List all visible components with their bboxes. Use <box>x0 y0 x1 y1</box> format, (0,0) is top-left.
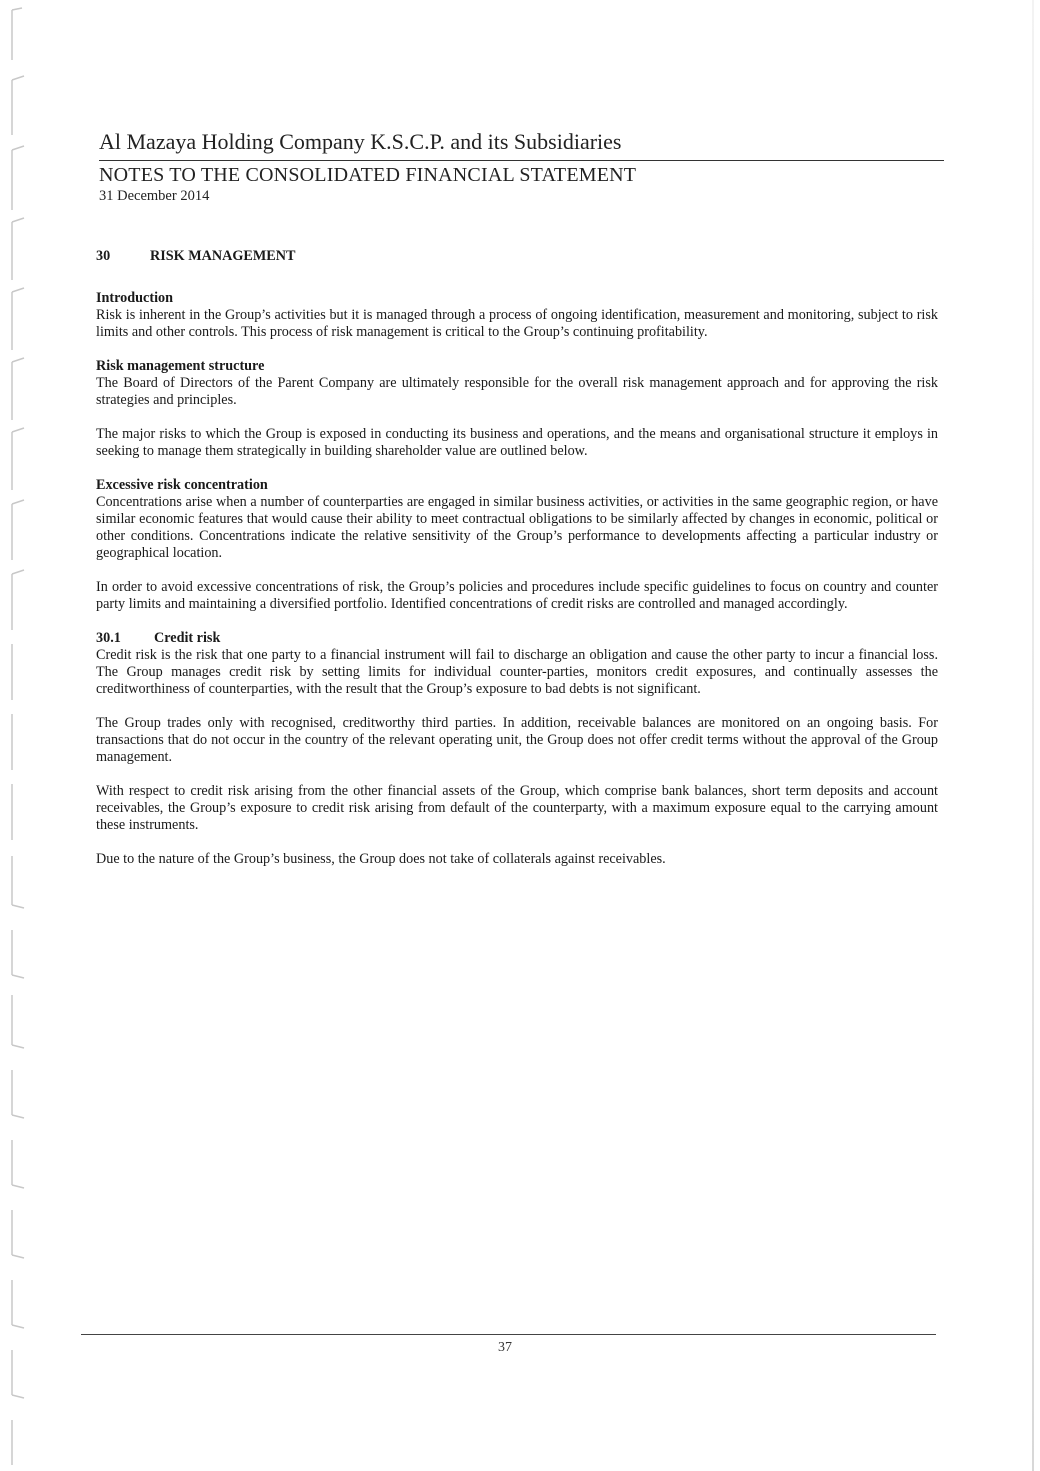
structure-paragraph-2: The major risks to which the Group is exposed in conducting its business and operations, and the means and organisational structure it employs in seeking to manage them strategically in building shareholder value are outlined below. <box>96 426 938 459</box>
binder-edge-marks <box>0 0 40 1471</box>
credit-risk-heading <box>96 630 938 647</box>
credit-paragraph-2: The Group trades only with recognised, creditworthy third parties. In addition, receivable balances are monitored on an ongoing basis. For transactions that do not occur in the country of the relevant operating unit, the Group does not offer credit terms without the approval of the Group management. <box>96 715 938 765</box>
credit-paragraph-3: With respect to credit risk arising from the other financial assets of the Group, which comprise bank balances, short term deposits and account receivables, the Group’s exposure to credit risk arising from default of the counterparty, with a maximum exposure equal to the carrying amount these instruments. <box>96 783 938 833</box>
concentration-paragraph-1: Concentrations arise when a number of counterparties are engaged in similar business activities, or activities in the same geographic region, or have similar economic features that would cause their ability to meet contractual obligations to be similarly affected by changes in economic, political or other conditions. Concentrations indicate the relative sensitivity of the Group’s performance to developments affecting a particular industry or geographical location. <box>96 494 938 561</box>
section-title: RISK MANAGEMENT <box>150 248 296 264</box>
introduction-heading: Introduction <box>96 290 173 306</box>
company-name: Al Mazaya Holding Company K.S.C.P. and its Subsidiaries <box>99 129 622 154</box>
credit-paragraph-4: Due to the nature of the Group’s business, the Group does not take of collaterals against receivables. <box>96 851 666 867</box>
structure-paragraph-1: The Board of Directors of the Parent Company are ultimately responsible for the overall risk management approach and for approving the risk strategies and principles. <box>96 375 938 408</box>
footer-rule <box>81 1334 936 1335</box>
document-header <box>99 128 944 205</box>
section-heading <box>96 248 938 265</box>
header-rule <box>99 160 944 161</box>
statement-date: 31 December 2014 <box>99 188 210 204</box>
concentration-paragraph-2: In order to avoid excessive concentrations of risk, the Group’s policies and procedures include specific guidelines to focus on country and counter party limits and maintaining a diversified portfolio. Identified concentrations of credit risks are controlled and managed accordingly. <box>96 579 938 612</box>
credit-paragraph-1: Credit risk is the risk that one party to a financial instrument will fail to discharge an obligation and cause the other party to incur a financial loss. The Group manages credit risk by setting limits for individual counter-parties, monitors credit exposures, and continually assesses the creditworthiness of counterparties, with the result that the Group’s exposure to bad debts is not significant. <box>96 647 938 697</box>
section-number: 30 <box>96 248 111 264</box>
introduction-paragraph: Risk is inherent in the Group’s activities but it is managed through a process of ongoing identification, measurement and monitoring, subject to risk limits and other controls. This process of risk management is critical to the Group’s continuing profitability. <box>96 307 938 340</box>
credit-risk-number: 30.1 <box>96 630 121 646</box>
page-number: 37 <box>498 1340 512 1355</box>
structure-heading: Risk management structure <box>96 358 265 374</box>
concentration-heading: Excessive risk concentration <box>96 477 268 493</box>
credit-risk-title: Credit risk <box>154 630 221 646</box>
page-edge-shadow <box>1032 0 1034 1471</box>
notes-title: NOTES TO THE CONSOLIDATED FINANCIAL STATEMENT <box>99 164 637 186</box>
document-body <box>96 248 938 885</box>
